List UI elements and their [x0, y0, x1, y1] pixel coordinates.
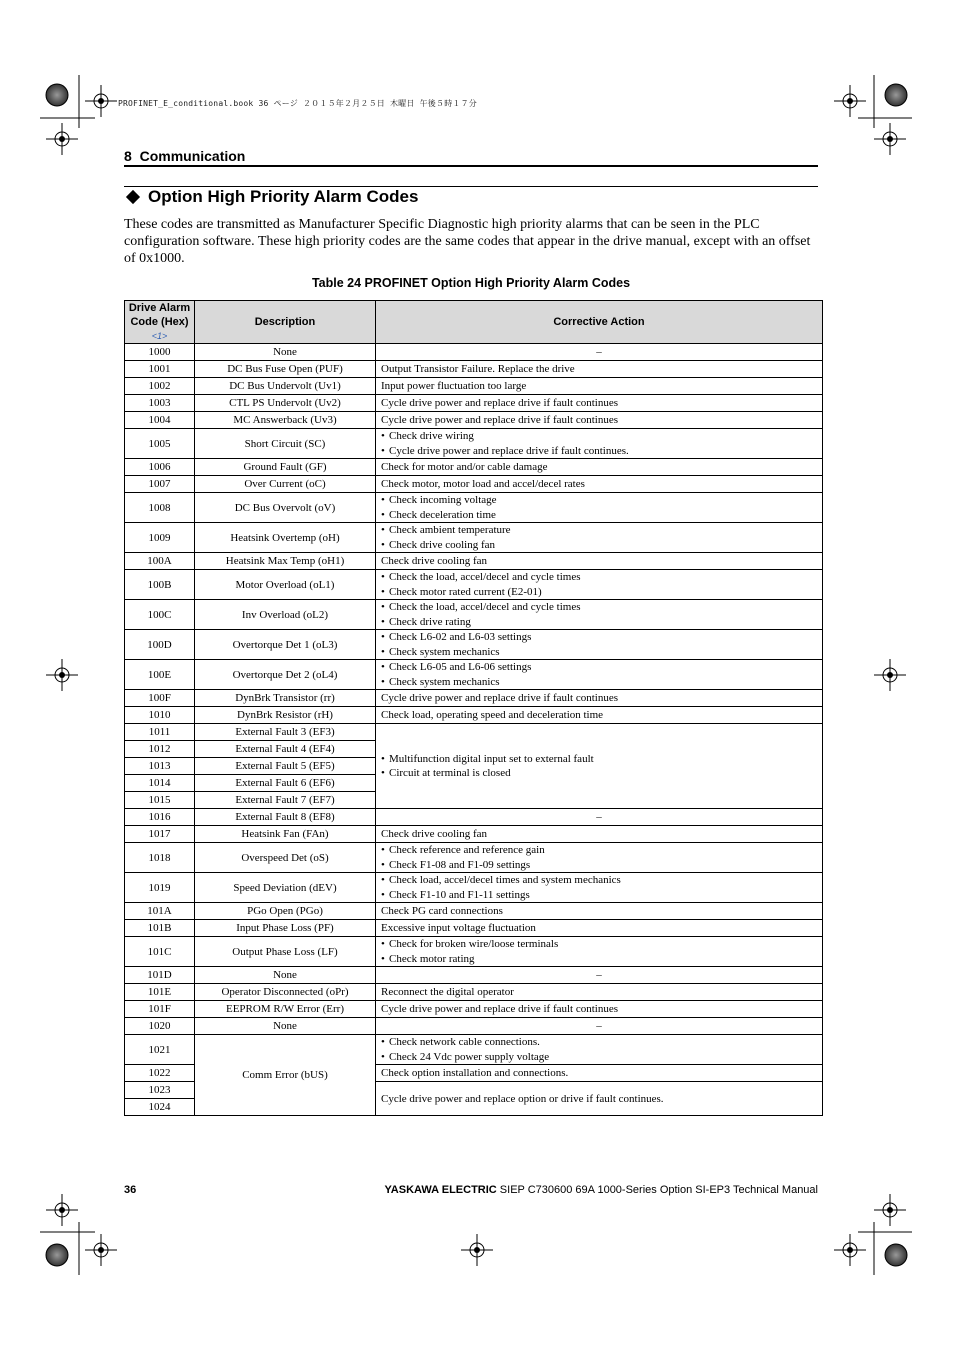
description-cell: Overtorque Det 2 (oL4): [195, 660, 376, 690]
chapter-heading: [124, 148, 245, 164]
bullet-item: • Check load, accel/decel times and system mechanics: [381, 873, 817, 888]
table-row: [125, 1001, 823, 1018]
bullet-item: • Check L6-02 and L6-03 settings: [381, 630, 817, 645]
description-cell: Overtorque Det 1 (oL3): [195, 630, 376, 660]
description-cell: External Fault 8 (EF8): [195, 809, 376, 826]
table-row: [125, 690, 823, 707]
corrective-action-cell: –: [376, 1018, 823, 1035]
corrective-action-cell: [376, 873, 823, 903]
corrective-action-cell: [376, 523, 823, 553]
bullet-item: • Check drive wiring: [381, 429, 817, 444]
footer-manual-title: [384, 1184, 818, 1196]
table-row: [125, 826, 823, 843]
alarm-code-cell: 1023: [125, 1082, 195, 1099]
bullet-item: • Multifunction digital input set to external fault: [381, 752, 817, 767]
table-row: [125, 429, 823, 459]
corrective-action-cell: [376, 724, 823, 809]
corrective-action-cell: Check drive cooling fan: [376, 553, 823, 570]
intro-paragraph: These codes are transmitted as Manufacturer Specific Diagnostic high priority alarms that can be seen in the PLC configuration software. These high priority codes are the same codes that appear in the drive manual, except with an offset of 0x1000.: [124, 217, 811, 266]
alarm-code-cell: 1000: [125, 344, 195, 361]
alarm-code-cell: 1009: [125, 523, 195, 553]
corrective-action-cell: Check PG card connections: [376, 903, 823, 920]
description-cell: Heatsink Fan (FAn): [195, 826, 376, 843]
table-row: [125, 1035, 823, 1065]
corrective-action-cell: Reconnect the digital operator: [376, 984, 823, 1001]
alarm-code-cell: 101B: [125, 920, 195, 937]
table-row: [125, 920, 823, 937]
corrective-action-cell: –: [376, 967, 823, 984]
bullet-list: [381, 937, 817, 966]
bullet-item: • Check 24 Vdc power supply voltage: [381, 1050, 817, 1065]
header-corrective-action: Corrective Action: [376, 301, 823, 344]
corrective-action-cell: Cycle drive power and replace drive if fault continues: [376, 1001, 823, 1018]
bullet-list: [381, 752, 817, 781]
table-row: [125, 809, 823, 826]
description-cell: Operator Disconnected (oPr): [195, 984, 376, 1001]
description-cell: External Fault 4 (EF4): [195, 741, 376, 758]
table-row: [125, 344, 823, 361]
bullet-item: • Check F1-10 and F1-11 settings: [381, 888, 817, 903]
chapter-number: 8: [124, 148, 132, 164]
corrective-action-cell: [376, 570, 823, 600]
description-cell: Inv Overload (oL2): [195, 600, 376, 630]
description-cell: EEPROM R/W Error (Err): [195, 1001, 376, 1018]
alarm-code-cell: 1021: [125, 1035, 195, 1065]
description-cell: None: [195, 967, 376, 984]
table-header-row: [125, 301, 823, 344]
table-row: [125, 630, 823, 660]
alarm-code-cell: 101D: [125, 967, 195, 984]
table-row: [125, 724, 823, 741]
bullet-item: • Check motor rating: [381, 952, 817, 967]
table-row: [125, 378, 823, 395]
table-row: [125, 476, 823, 493]
diamond-bullet-icon: [126, 190, 140, 204]
description-cell: Motor Overload (oL1): [195, 570, 376, 600]
bullet-list: [381, 570, 817, 599]
table-row: [125, 553, 823, 570]
footnote-link[interactable]: <1>: [151, 331, 168, 341]
bullet-item: • Check drive cooling fan: [381, 538, 817, 553]
description-cell: None: [195, 1018, 376, 1035]
description-cell: DynBrk Resistor (rH): [195, 707, 376, 724]
description-cell: DC Bus Fuse Open (PUF): [195, 361, 376, 378]
bullet-item: • Cycle drive power and replace drive if fault continues.: [381, 444, 817, 459]
alarm-code-cell: 1006: [125, 459, 195, 476]
table-row: [125, 843, 823, 873]
corrective-action-cell: [376, 493, 823, 523]
alarm-code-cell: 100F: [125, 690, 195, 707]
corrective-action-cell: –: [376, 344, 823, 361]
table-row: [125, 570, 823, 600]
alarm-code-cell: 101E: [125, 984, 195, 1001]
alarm-code-cell: 1005: [125, 429, 195, 459]
print-header: PROFINET_E_conditional.book 36 ページ ２０１５年２月２５日 木曜日 午後５時１７分: [118, 99, 477, 108]
bullet-list: [381, 429, 817, 458]
corrective-action-cell: Check option installation and connections.: [376, 1065, 823, 1082]
bullet-list: [381, 600, 817, 629]
description-cell: Heatsink Max Temp (oH1): [195, 553, 376, 570]
alarm-code-cell: 1003: [125, 395, 195, 412]
corrective-action-cell: Cycle drive power and replace option or drive if fault continues.: [376, 1082, 823, 1116]
alarm-code-cell: 1016: [125, 809, 195, 826]
alarm-code-cell: 1015: [125, 792, 195, 809]
alarm-code-cell: 1011: [125, 724, 195, 741]
chapter-title: Communication: [139, 148, 246, 164]
description-cell: DC Bus Undervolt (Uv1): [195, 378, 376, 395]
alarm-code-cell: 1010: [125, 707, 195, 724]
alarm-code-cell: 1002: [125, 378, 195, 395]
table-row: [125, 1018, 823, 1035]
section-title: Option High Priority Alarm Codes: [148, 187, 419, 206]
table-row: [125, 873, 823, 903]
description-cell: Comm Error (bUS): [195, 1035, 376, 1116]
description-cell: External Fault 5 (EF5): [195, 758, 376, 775]
table-row: [125, 412, 823, 429]
table-row: [125, 523, 823, 553]
table-row: [125, 600, 823, 630]
bullet-item: • Check the load, accel/decel and cycle times: [381, 600, 817, 615]
description-cell: Heatsink Overtemp (oH): [195, 523, 376, 553]
description-cell: Overspeed Det (oS): [195, 843, 376, 873]
bullet-item: • Check ambient temperature: [381, 523, 817, 538]
bullet-list: [381, 660, 817, 689]
chapter-rule: [124, 165, 818, 167]
corrective-action-cell: [376, 937, 823, 967]
corrective-action-cell: Cycle drive power and replace drive if fault continues: [376, 412, 823, 429]
bullet-list: [381, 630, 817, 659]
corrective-action-cell: Check drive cooling fan: [376, 826, 823, 843]
bullet-item: • Check reference and reference gain: [381, 843, 817, 858]
alarm-code-cell: 101F: [125, 1001, 195, 1018]
corrective-action-cell: [376, 600, 823, 630]
corrective-action-cell: [376, 843, 823, 873]
alarm-code-cell: 1001: [125, 361, 195, 378]
corrective-action-cell: [376, 660, 823, 690]
table-row: [125, 493, 823, 523]
description-cell: CTL PS Undervolt (Uv2): [195, 395, 376, 412]
description-cell: External Fault 6 (EF6): [195, 775, 376, 792]
bullet-item: • Check for broken wire/loose terminals: [381, 937, 817, 952]
alarm-code-cell: 100D: [125, 630, 195, 660]
alarm-code-cell: 101A: [125, 903, 195, 920]
bullet-item: • Check system mechanics: [381, 675, 817, 690]
footer-brand: YASKAWA ELECTRIC: [384, 1184, 497, 1196]
table-body: [125, 344, 823, 1116]
description-cell: External Fault 3 (EF3): [195, 724, 376, 741]
corrective-action-cell: Input power fluctuation too large: [376, 378, 823, 395]
alarm-code-cell: 1007: [125, 476, 195, 493]
table-row: [125, 361, 823, 378]
bullet-list: [381, 493, 817, 522]
table-row: [125, 937, 823, 967]
corrective-action-cell: Cycle drive power and replace drive if fault continues: [376, 690, 823, 707]
table-row: [125, 395, 823, 412]
description-cell: Speed Deviation (dEV): [195, 873, 376, 903]
alarm-code-cell: 1008: [125, 493, 195, 523]
bullet-list: [381, 523, 817, 552]
header-description: Description: [195, 301, 376, 344]
description-cell: Ground Fault (GF): [195, 459, 376, 476]
corrective-action-cell: Excessive input voltage fluctuation: [376, 920, 823, 937]
corrective-action-cell: Check for motor and/or cable damage: [376, 459, 823, 476]
description-cell: Over Current (oC): [195, 476, 376, 493]
corrective-action-cell: Check load, operating speed and deceleration time: [376, 707, 823, 724]
corrective-action-cell: Output Transistor Failure. Replace the drive: [376, 361, 823, 378]
bullet-item: • Check motor rated current (E2-01): [381, 585, 817, 600]
table-row: [125, 984, 823, 1001]
description-cell: External Fault 7 (EF7): [195, 792, 376, 809]
description-cell: DynBrk Transistor (rr): [195, 690, 376, 707]
alarm-code-cell: 100E: [125, 660, 195, 690]
footer-manual: SIEP C730600 69A 1000-Series Option SI-EP3 Technical Manual: [496, 1184, 818, 1196]
alarm-code-cell: 1012: [125, 741, 195, 758]
section-heading: [124, 187, 418, 207]
bullet-item: • Check F1-08 and F1-09 settings: [381, 858, 817, 873]
alarm-code-cell: 1020: [125, 1018, 195, 1035]
alarm-code-table: [124, 300, 823, 1116]
bullet-item: • Check deceleration time: [381, 508, 817, 523]
bullet-item: • Check drive rating: [381, 615, 817, 630]
description-cell: Input Phase Loss (PF): [195, 920, 376, 937]
bullet-item: • Check the load, accel/decel and cycle times: [381, 570, 817, 585]
corrective-action-cell: [376, 630, 823, 660]
table-row: [125, 660, 823, 690]
corrective-action-cell: [376, 1035, 823, 1065]
alarm-code-cell: 1014: [125, 775, 195, 792]
bullet-list: [381, 873, 817, 902]
bullet-item: • Check incoming voltage: [381, 493, 817, 508]
bullet-item: • Circuit at terminal is closed: [381, 766, 817, 781]
table-caption: Table 24 PROFINET Option High Priority Alarm Codes: [311, 276, 631, 290]
table-row: [125, 459, 823, 476]
bullet-item: • Check L6-05 and L6-06 settings: [381, 660, 817, 675]
description-cell: PGo Open (PGo): [195, 903, 376, 920]
table-row: [125, 707, 823, 724]
alarm-code-cell: 1017: [125, 826, 195, 843]
alarm-code-cell: 100A: [125, 553, 195, 570]
bullet-item: • Check system mechanics: [381, 645, 817, 660]
alarm-code-cell: 101C: [125, 937, 195, 967]
table-row: [125, 967, 823, 984]
corrective-action-cell: [376, 429, 823, 459]
description-cell: Short Circuit (SC): [195, 429, 376, 459]
corrective-action-cell: –: [376, 809, 823, 826]
alarm-code-cell: 1019: [125, 873, 195, 903]
description-cell: None: [195, 344, 376, 361]
alarm-code-cell: 1024: [125, 1099, 195, 1116]
description-cell: DC Bus Overvolt (oV): [195, 493, 376, 523]
bullet-list: [381, 843, 817, 872]
bullet-list: [381, 1035, 817, 1064]
bullet-item: • Check network cable connections.: [381, 1035, 817, 1050]
alarm-code-cell: 1004: [125, 412, 195, 429]
alarm-code-cell: 1013: [125, 758, 195, 775]
alarm-code-cell: 100C: [125, 600, 195, 630]
description-cell: Output Phase Loss (LF): [195, 937, 376, 967]
header-alarm-code-label: Drive Alarm Code (Hex): [128, 302, 191, 328]
page-number: 36: [124, 1184, 137, 1196]
header-alarm-code: [125, 301, 195, 344]
description-cell: MC Answerback (Uv3): [195, 412, 376, 429]
table-row: [125, 903, 823, 920]
alarm-code-cell: 1022: [125, 1065, 195, 1082]
corrective-action-cell: Check motor, motor load and accel/decel rates: [376, 476, 823, 493]
corrective-action-cell: Cycle drive power and replace drive if fault continues: [376, 395, 823, 412]
alarm-code-cell: 100B: [125, 570, 195, 600]
alarm-code-cell: 1018: [125, 843, 195, 873]
